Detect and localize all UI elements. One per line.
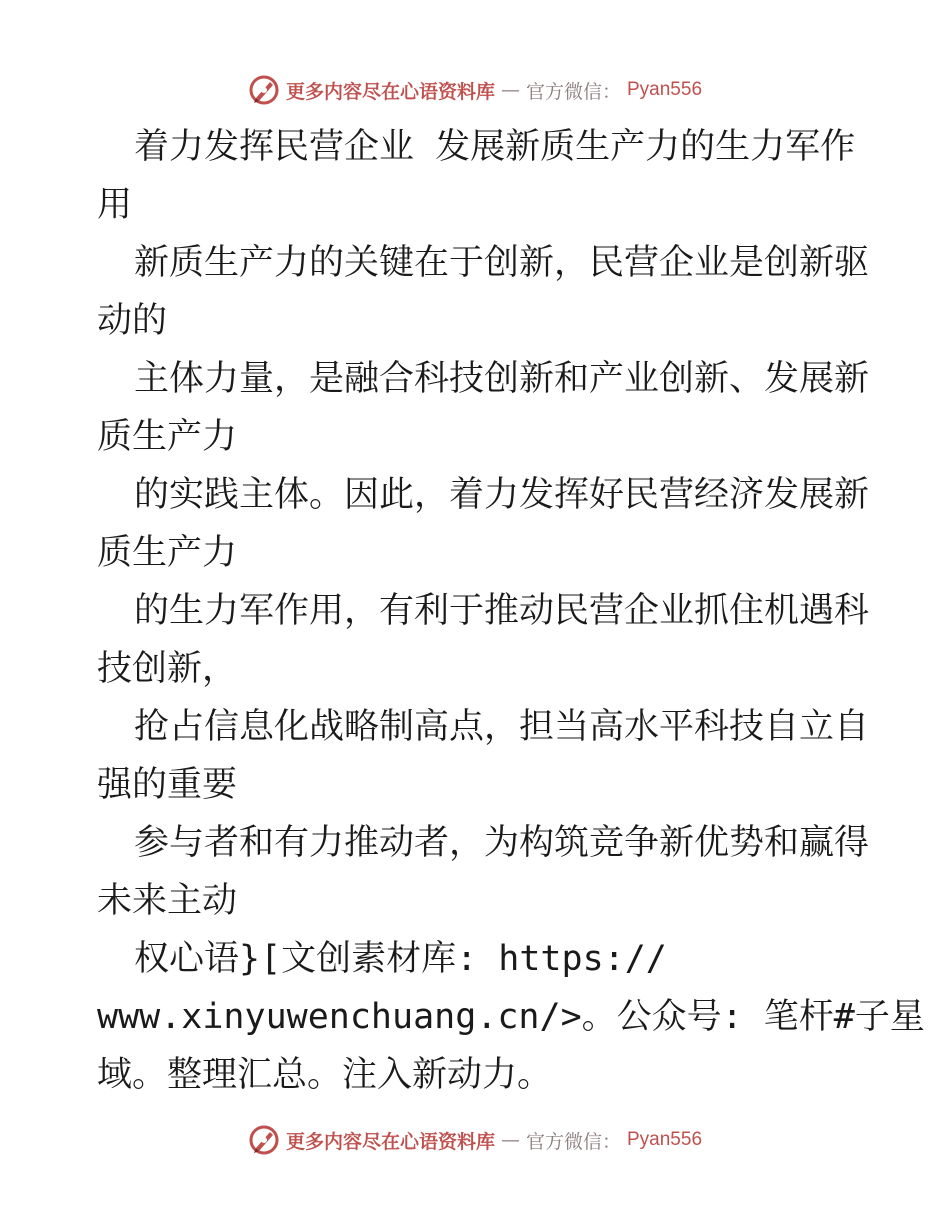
- text-line: 参与者和有力推动者，为构筑竞争新优势和赢得: [134, 823, 870, 863]
- footer-wechat-id: Pyan556: [627, 1129, 703, 1150]
- header-banner-content: [248, 74, 702, 106]
- text-line: 新质生产力的关键在于创新，民营企业是创新驱: [134, 243, 870, 283]
- text-line: 动的: [97, 301, 168, 341]
- footer-banner-text: 更多内容尽在心语资料库: [285, 1130, 495, 1153]
- text-line: 权心语}[文创素材库: https://: [134, 939, 667, 979]
- text-line: 域。整理汇总。注入新动力。: [97, 1055, 553, 1095]
- text-line: 质生产力: [97, 417, 238, 457]
- header-banner-dash: —: [500, 79, 520, 101]
- footer-banner-content: [248, 1124, 702, 1156]
- document-body: [97, 118, 925, 1104]
- text-line: 着力发挥民营企业 发展新质生产力的生力军作: [134, 127, 856, 167]
- pen-logo-icon: [248, 74, 280, 106]
- text-line: 的生力军作用，有利于推动民营企业抓住机遇科: [134, 591, 870, 631]
- text-line: 抢占信息化战略制高点，担当高水平科技自立自: [134, 707, 870, 747]
- text-line: 的实践主体。因此，着力发挥好民营经济发展新: [134, 475, 870, 515]
- footer-banner-dash: —: [500, 1129, 520, 1151]
- header-wechat-label: 官方微信：: [525, 80, 621, 103]
- text-line: 质生产力: [97, 533, 238, 573]
- header-banner-text: 更多内容尽在心语资料库: [285, 80, 495, 103]
- text-line: 未来主动: [97, 881, 238, 921]
- footer-wechat-label: 官方微信：: [525, 1130, 621, 1153]
- header-wechat-id: Pyan556: [627, 79, 703, 100]
- text-line: 主体力量，是融合科技创新和产业创新、发展新: [134, 359, 870, 399]
- text-line: 技创新，: [97, 649, 238, 689]
- text-line: 强的重要: [97, 765, 238, 805]
- pen-logo-icon: [248, 1124, 280, 1156]
- text-line: www.xinyuwenchuang.cn/>。公众号: 笔杆#子星: [97, 997, 925, 1037]
- header-banner: [0, 70, 950, 110]
- text-line: 用: [97, 185, 133, 225]
- footer-banner: [0, 1120, 950, 1160]
